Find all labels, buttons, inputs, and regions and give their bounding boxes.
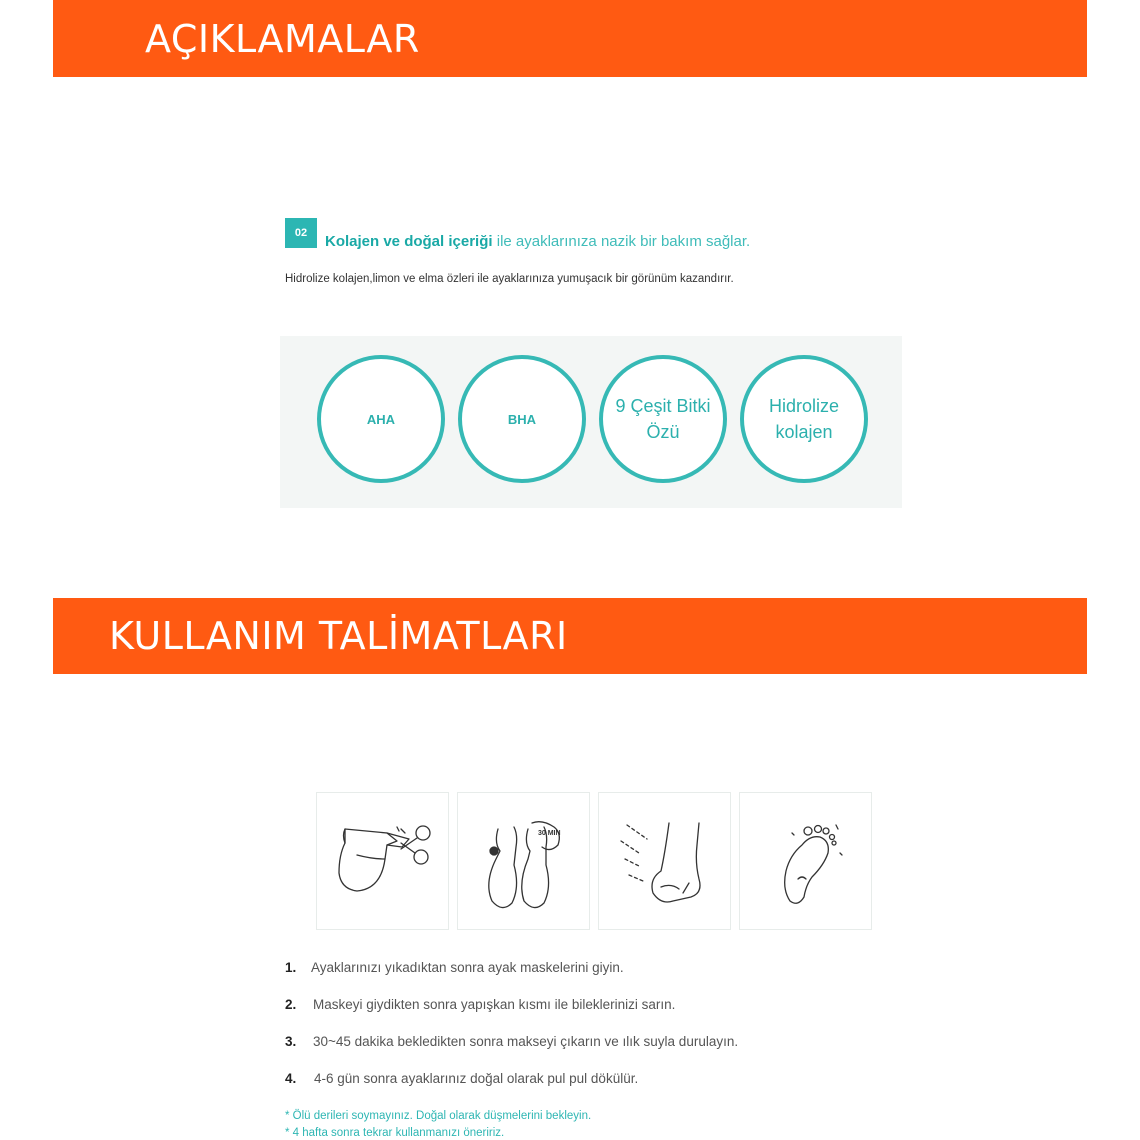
section-banner-descriptions — [53, 0, 1087, 77]
step-card-3 — [598, 792, 731, 930]
instruction-text: 4-6 gün sonra ayaklarınız doğal olarak pul pul dökülür. — [314, 1071, 639, 1086]
svg-text:30 MIN: 30 MIN — [538, 830, 561, 837]
instruction-text: Maskeyi giydikten sonra yapışkan kısmı ile bileklerinizi sarın. — [313, 997, 676, 1012]
intro-headline — [325, 233, 750, 250]
timer-feet-icon — [458, 793, 589, 929]
note-text: * 4 hafta sonra tekrar kullanmanızı öneririz. — [285, 1127, 505, 1139]
instruction-item — [285, 1034, 738, 1049]
step-card-1 — [316, 792, 449, 930]
step-number-badge: 02 — [285, 218, 317, 248]
ingredient-label: AHA — [366, 411, 396, 427]
ingredient-circle-bha — [458, 355, 586, 483]
instruction-number: 3. — [285, 1034, 297, 1049]
intro-headline-rest: ile ayaklarınıza nazik bir bakım sağlar. — [492, 233, 751, 250]
instruction-item — [285, 997, 675, 1012]
ingredient-circle-plant-extracts — [599, 355, 727, 483]
step-card-4 — [739, 792, 872, 930]
note-text: * Ölü derileri soymayınız. Doğal olarak düşmelerini bekleyin. — [285, 1110, 592, 1122]
ingredient-label: 9 Çeşit Bitki Özü — [615, 396, 711, 442]
section-banner-instructions — [53, 598, 1087, 674]
section-title-descriptions: AÇIKLAMALAR — [145, 16, 420, 61]
intro-headline-bold: Kolajen ve doğal içeriği — [325, 233, 493, 250]
ingredients-panel — [280, 336, 902, 508]
scissors-mask-icon — [317, 793, 448, 929]
instruction-item — [285, 1071, 638, 1086]
ingredient-label: Hidrolize kolajen — [768, 396, 840, 442]
instruction-number: 1. — [285, 960, 297, 975]
instruction-text: 30~45 dakika bekledikten sonra makseyi çıkarın ve ılık suyla durulayın. — [313, 1034, 739, 1049]
intro-subline: Hidrolize kolajen,limon ve elma özleri ile ayaklarınıza yumuşacık bir görünüm kazandırır. — [285, 273, 734, 285]
rinse-foot-icon — [599, 793, 730, 929]
instruction-number: 2. — [285, 997, 297, 1012]
ingredient-circle-collagen — [740, 355, 868, 483]
section-title-instructions: KULLANIM TALİMATLARI — [109, 614, 568, 658]
step-card-2 — [457, 792, 590, 930]
instruction-text: Ayaklarınızı yıkadıktan sonra ayak maskelerini giyin. — [311, 960, 624, 975]
instruction-item — [285, 960, 624, 975]
peeling-foot-icon — [740, 793, 871, 929]
ingredient-label: BHA — [507, 411, 537, 427]
instruction-number: 4. — [285, 1071, 297, 1086]
ingredient-circle-aha — [317, 355, 445, 483]
